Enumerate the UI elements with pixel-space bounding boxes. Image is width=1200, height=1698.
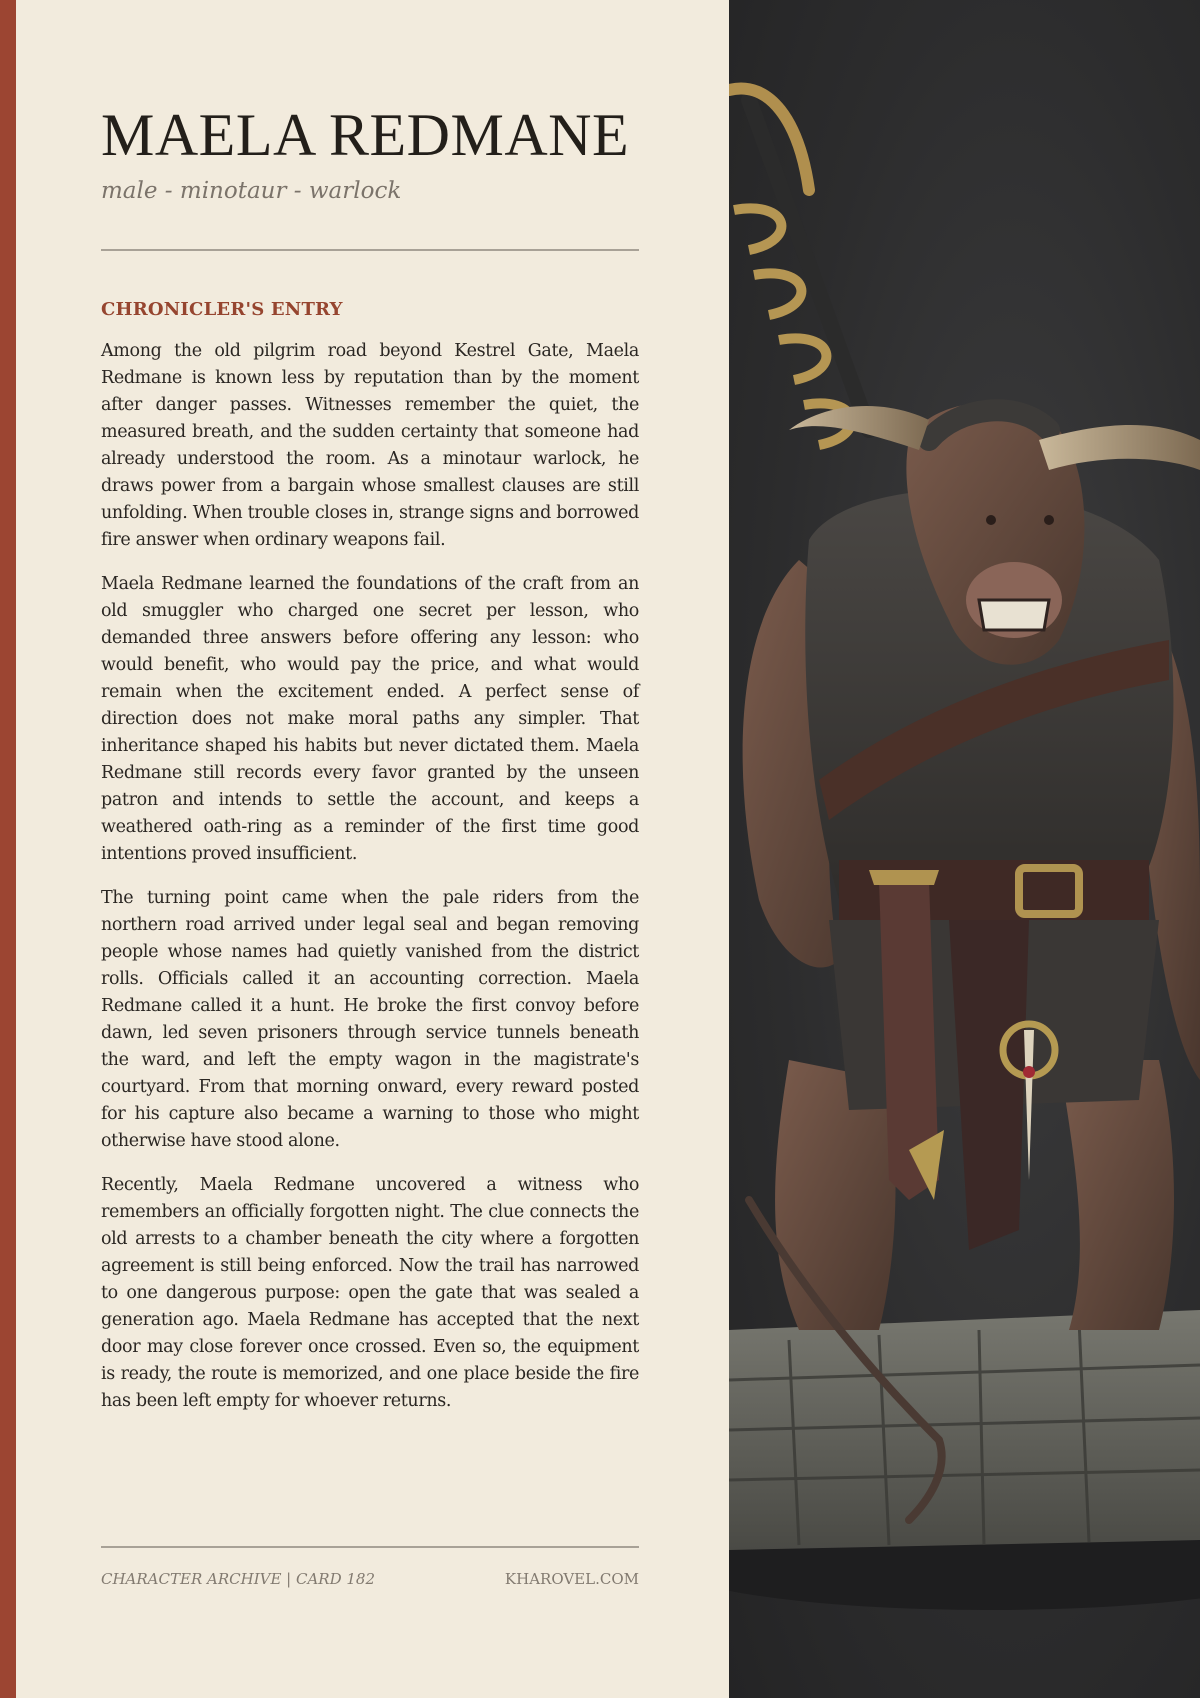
paragraph: Among the old pilgrim road beyond Kestrel Gate, Maela Redmane is known less by reputation than by the moment after danger passes. Witnesses remember the quiet, the measured breath, and the sudden certainty that someone had already understood the room. As a minotaur warlock, he draws power from a bargain whose smallest clauses are still unfolding. When trouble closes in, strange signs and borrowed fire answer when ordinary weapons fail. xyxy=(101,341,639,550)
section-heading: CHRONICLER'S ENTRY xyxy=(101,299,343,320)
character-subtitle: male - minotaur - warlock xyxy=(101,178,402,204)
accent-bar xyxy=(0,0,16,1698)
footer xyxy=(101,0,639,1698)
paragraph: Recently, Maela Redmane uncovered a witness who remembers an officially forgotten night. The clue connects the old arrests to a chamber beneath the city where a forgotten agreement is still being enforced. Now the trail has narrowed to one dangerous purpose: open the gate that was sealed a generation ago. Maela Redmane has accepted that the next door may close forever once crossed. Even so, the equipment is ready, the route is memorized, and one place beside the fire has been left empty for whoever returns. xyxy=(101,1175,639,1411)
site-link[interactable]: KHAROVEL.COM xyxy=(504,1570,639,1588)
paragraph: Maela Redmane learned the foundations of the craft from an old smuggler who charged one secret per lesson, who demanded three answers before offering any lesson: who would benefit, who would pay the price, and what would remain when the excitement ended. A perfect sense of direction does not make moral paths any simpler. That inheritance shaped his habits but never dictated them. Maela Redmane still records every favor granted by the unseen patron and intends to settle the account, and keeps a weathered oath-ring as a reminder of the first time good intentions proved insufficient. xyxy=(101,574,639,864)
portrait-image xyxy=(729,0,1200,1698)
archive-label: CHARACTER ARCHIVE | CARD 182 xyxy=(101,1570,376,1588)
paragraph: The turning point came when the pale riders from the northern road arrived under legal seal and began removing people whose names had quietly vanished from the district rolls. Officials called it an accounting correction. Maela Redmane called it a hunt. He broke the first convoy before dawn, led seven prisoners through service tunnels beneath the ward, and left the empty wagon in the magistrate's courtyard. From that morning onward, every reward posted for his capture also became a warning to those who might otherwise have stood alone. xyxy=(101,888,639,1151)
character-name: MAELA REDMANE xyxy=(101,102,630,168)
text-panel xyxy=(16,0,729,1698)
minotaur-figure-illustration xyxy=(729,0,1200,1698)
